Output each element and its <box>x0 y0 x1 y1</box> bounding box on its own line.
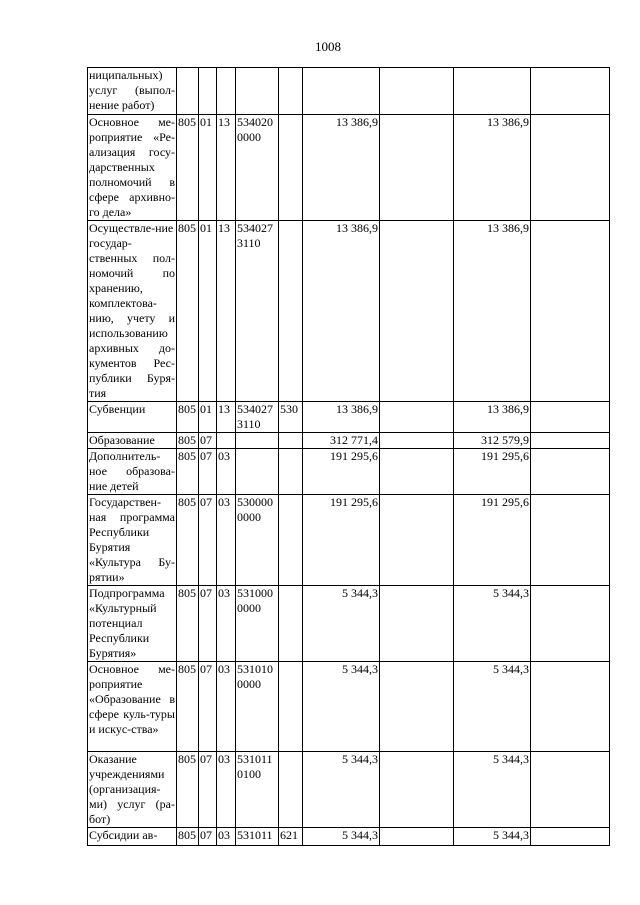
cell-csr <box>236 433 279 449</box>
cell-csr: 531011 <box>236 828 279 846</box>
cell-name: Образование <box>88 433 177 449</box>
cell-csr: 534020 0000 <box>236 115 279 221</box>
cell-csr: 534027 3110 <box>236 221 279 402</box>
cell-csr <box>236 449 279 495</box>
cell-sum4 <box>531 449 610 495</box>
cell-pr <box>217 68 236 115</box>
cell-sum4 <box>531 68 610 115</box>
cell-sum1: 5 344,3 <box>303 586 380 662</box>
cell-rz: 07 <box>199 586 217 662</box>
cell-csr: 531011 0100 <box>236 752 279 828</box>
cell-sum3: 13 386,9 <box>454 221 531 402</box>
table-row <box>88 433 610 449</box>
cell-sum1: 191 295,6 <box>303 449 380 495</box>
cell-name: Субсидии ав- <box>88 828 177 846</box>
cell-pr: 13 <box>217 402 236 433</box>
cell-rz: 07 <box>199 828 217 846</box>
cell-rz <box>199 68 217 115</box>
cell-rz: 07 <box>199 752 217 828</box>
cell-sum2 <box>380 449 454 495</box>
table-row <box>88 662 610 752</box>
cell-name: Основное ме-роприятие «Образование в сфере куль-туры и искус-ства» <box>88 662 177 752</box>
cell-rz: 01 <box>199 221 217 402</box>
cell-sum3: 5 344,3 <box>454 752 531 828</box>
cell-sum2 <box>380 752 454 828</box>
table-row <box>88 828 610 846</box>
cell-rz: 07 <box>199 495 217 586</box>
cell-sum3: 191 295,6 <box>454 449 531 495</box>
cell-sum1 <box>303 68 380 115</box>
cell-ved: 805 <box>177 115 199 221</box>
cell-pr: 03 <box>217 828 236 846</box>
cell-vr <box>279 495 303 586</box>
cell-ved: 805 <box>177 402 199 433</box>
cell-name: Субвенции <box>88 402 177 433</box>
cell-pr: 03 <box>217 752 236 828</box>
cell-vr: 621 <box>279 828 303 846</box>
cell-pr: 03 <box>217 495 236 586</box>
cell-rz: 07 <box>199 449 217 495</box>
cell-vr <box>279 221 303 402</box>
cell-vr: 530 <box>279 402 303 433</box>
cell-ved: 805 <box>177 433 199 449</box>
cell-sum1: 13 386,9 <box>303 402 380 433</box>
cell-csr: 531000 0000 <box>236 586 279 662</box>
cell-ved: 805 <box>177 495 199 586</box>
cell-name: Дополнитель-ное образова-ние детей <box>89 449 175 493</box>
cell-sum1: 5 344,3 <box>303 662 380 752</box>
table-row <box>88 68 610 115</box>
cell-pr: 03 <box>217 586 236 662</box>
cell-sum4 <box>531 495 610 586</box>
cell-name: Оказание учреждениями (организация-ми) услуг (ра-бот) <box>89 752 175 826</box>
cell-pr: 13 <box>217 221 236 402</box>
table-row <box>88 449 610 495</box>
page-number: 1008 <box>315 39 341 54</box>
cell-ved: 805 <box>177 221 199 402</box>
cell-sum2 <box>380 586 454 662</box>
cell-name: Осуществле-ние государ-ственных пол-номочий по хранению, комплектова-нию, учету и использованию архивных до-кументов Рес-публики Буря-тия <box>89 221 175 400</box>
cell-ved <box>177 68 199 115</box>
cell-sum2 <box>380 221 454 402</box>
budget-table <box>87 67 610 846</box>
cell-ved: 805 <box>177 752 199 828</box>
cell-sum4 <box>531 752 610 828</box>
cell-rz: 01 <box>199 402 217 433</box>
cell-name: ниципальных) услуг (выпол-нение работ) <box>88 68 177 115</box>
cell-sum1: 13 386,9 <box>303 221 380 402</box>
cell-sum1: 13 386,9 <box>303 115 380 221</box>
cell-sum4 <box>531 402 610 433</box>
cell-pr <box>217 433 236 449</box>
cell-sum2 <box>380 115 454 221</box>
cell-sum2 <box>380 828 454 846</box>
cell-sum1: 312 771,4 <box>303 433 380 449</box>
cell-sum4 <box>531 115 610 221</box>
cell-sum4 <box>531 221 610 402</box>
table-row <box>88 495 610 586</box>
cell-vr <box>279 752 303 828</box>
cell-ved: 805 <box>177 662 199 752</box>
table-row <box>88 402 610 433</box>
cell-sum2 <box>380 662 454 752</box>
cell-vr <box>279 586 303 662</box>
cell-rz: 01 <box>199 115 217 221</box>
cell-sum3: 5 344,3 <box>454 828 531 846</box>
cell-sum3: 312 579,9 <box>454 433 531 449</box>
cell-sum4 <box>531 586 610 662</box>
cell-sum2 <box>380 68 454 115</box>
cell-vr <box>279 449 303 495</box>
table-body <box>88 68 610 846</box>
cell-name: Основное ме-роприятие «Ре-ализация госу-дарственных полномочий в сфере архивно-го дела» <box>89 115 175 219</box>
cell-vr <box>279 433 303 449</box>
cell-sum4 <box>531 828 610 846</box>
cell-sum3: 5 344,3 <box>454 586 531 662</box>
cell-sum4 <box>531 433 610 449</box>
cell-sum2 <box>380 433 454 449</box>
cell-sum3: 13 386,9 <box>454 402 531 433</box>
cell-csr: 531010 0000 <box>236 662 279 752</box>
table-row <box>88 752 610 828</box>
cell-rz: 07 <box>199 433 217 449</box>
cell-sum4 <box>531 662 610 752</box>
cell-sum2 <box>380 402 454 433</box>
table-row <box>88 221 610 402</box>
table-row <box>88 586 610 662</box>
cell-pr: 03 <box>217 449 236 495</box>
cell-sum3: 13 386,9 <box>454 115 531 221</box>
cell-vr <box>279 662 303 752</box>
cell-csr: 534027 3110 <box>236 402 279 433</box>
cell-rz: 07 <box>199 662 217 752</box>
cell-sum1: 191 295,6 <box>303 495 380 586</box>
cell-sum3: 5 344,3 <box>454 662 531 752</box>
cell-pr: 03 <box>217 662 236 752</box>
cell-name: Подпрограмма «Культурный потенциал Республики Бурятия» <box>88 586 177 662</box>
cell-ved: 805 <box>177 828 199 846</box>
cell-csr <box>236 68 279 115</box>
cell-name: Государствен-ная программа Республики Бурятия «Культура Бу-рятии» <box>89 495 175 584</box>
cell-ved: 805 <box>177 449 199 495</box>
cell-vr <box>279 68 303 115</box>
cell-pr: 13 <box>217 115 236 221</box>
cell-sum3 <box>454 68 531 115</box>
cell-sum1: 5 344,3 <box>303 828 380 846</box>
cell-vr <box>279 115 303 221</box>
cell-sum3: 191 295,6 <box>454 495 531 586</box>
cell-ved: 805 <box>177 586 199 662</box>
table-row <box>88 115 610 221</box>
cell-sum2 <box>380 495 454 586</box>
cell-csr: 530000 0000 <box>236 495 279 586</box>
cell-sum1: 5 344,3 <box>303 752 380 828</box>
